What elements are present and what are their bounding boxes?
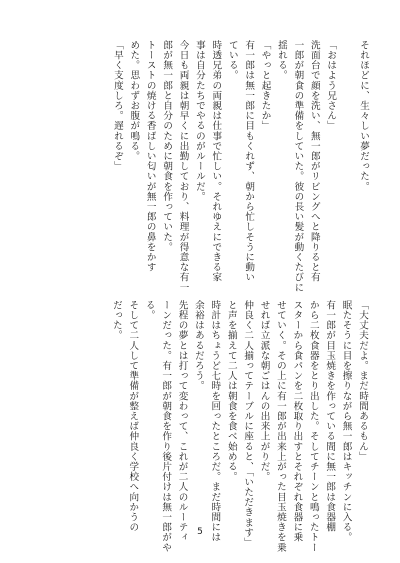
text-line: 有一郎が目玉焼きを作っている間に無一郎は食器棚 (324, 300, 336, 533)
text-line: と声を揃えて二人は朝食を食べ始める。 (225, 300, 237, 482)
text-block-bottom (74, 300, 370, 553)
text-line: それほどに、生々しい夢だった。 (358, 40, 369, 192)
text-line: せていく。その上に有一郎が出来上がった目玉焼きを乗 (274, 300, 286, 553)
text-line: だった。 (110, 300, 122, 341)
text-line: トーストの焼ける香ばしい匂いが無一郎の鼻をかす (144, 40, 156, 273)
text-line: 一郎が朝食の準備をしていた。彼の長い髪が動くたびに (292, 40, 304, 293)
text-line: 有一郎は無一郎に目もくれず、朝から忙しそうに動い (243, 40, 255, 283)
text-line: から二枚食器をとり出した。そしてチーンと鳴ったトー (307, 300, 319, 553)
text-line: 時計はちょうど七時を回ったところだ。まだ時間には (209, 300, 221, 543)
text-line: る。 (143, 300, 155, 321)
text-line: めた。思わずお腹が鳴る。 (128, 40, 140, 162)
text-line: ている。 (226, 40, 238, 81)
text-line: そして二人して準備が整えば仲良く学校へ向かうの (127, 300, 139, 533)
text-line: スターから食パンを二枚取り出すとそれぞれ食器に乗 (291, 300, 303, 543)
text-line: 事は自分たちでやるのがルールだ。 (193, 40, 205, 202)
text-line: せれば立派な朝ごはんの出来上がりだ。 (258, 300, 270, 482)
text-line: 「早く支度しろ。遅れるぞ」 (111, 40, 123, 172)
text-line: ーンだった。有一郎が朝食を作り後片付けは無一郎がや (160, 300, 172, 553)
text-line: 「やっと起きたか」 (259, 40, 271, 131)
text-block-top (41, 40, 371, 293)
text-line: 揺れる。 (275, 40, 287, 81)
text-line (338, 40, 354, 280)
text-line: 郎が無一郎と自分のために朝食を作っていた。 (161, 40, 173, 253)
text-line: 「おはよう兄さん」 (325, 40, 337, 131)
text-line: 余裕はあるだろう。 (192, 300, 204, 391)
text-line: 時透兄弟の両親は仕事で忙しい。それゆえにできる家 (210, 40, 222, 283)
text-line: 「大丈夫だよ。まだ時間あるもん」 (357, 300, 368, 462)
text-line: 洗面台で顔を洗い、無一郎がリビングへと降りると有 (308, 40, 320, 283)
text-line: 先程の夢とは打って変わって、これが二人のルーティ (176, 300, 188, 543)
text-line: 今日も両親は朝早くに出勤しており、料理が得意な有一 (177, 40, 189, 293)
page-number: 5 (197, 527, 203, 537)
text-line: 仲良く二人揃ってテーブルに座ると、「いただきます」 (242, 300, 254, 548)
text-line: 眠たそうに目を擦りながら無一郎はキッチンに入る。 (340, 300, 352, 543)
